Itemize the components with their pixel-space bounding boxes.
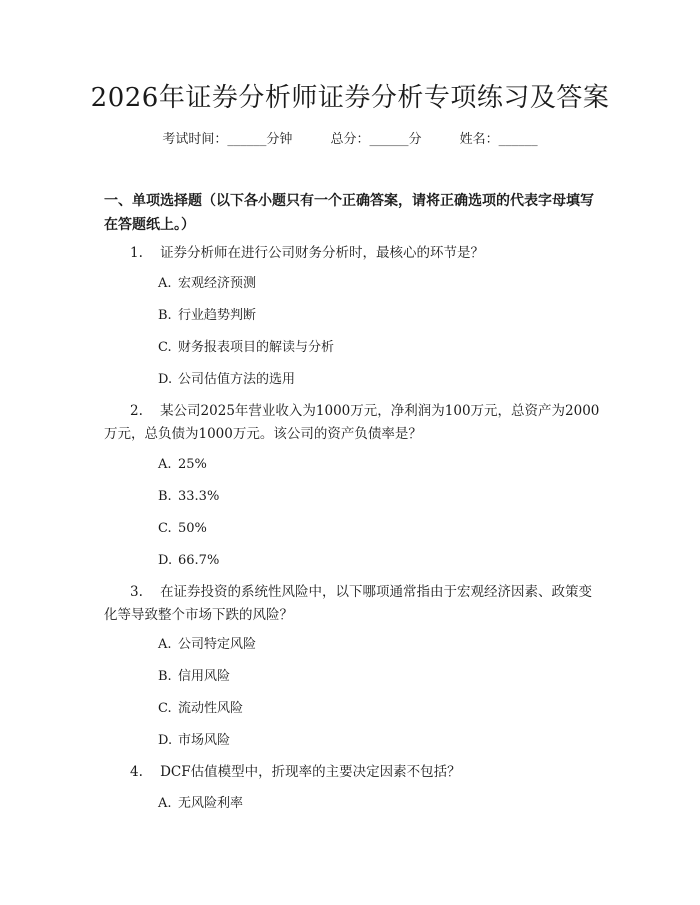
- option-1c: [158, 338, 334, 358]
- option-text: 信用风险: [178, 669, 231, 684]
- option-1a: [158, 274, 256, 294]
- question-1: [104, 242, 600, 265]
- section-heading: 一、单项选择题（以下各小题只有一个正确答案，请将正确选项的代表字母填写在答题纸上。）: [104, 193, 594, 233]
- question-text: 某公司2025年营业收入为1000万元，净利润为100万元，总资产为2000万元，总负债为1000万元。该公司的资产负债率是？: [104, 403, 600, 442]
- option-letter: D.: [158, 372, 173, 387]
- option-letter: A.: [158, 457, 172, 472]
- name-blank: ______: [498, 132, 538, 147]
- question-number: 4.: [130, 764, 143, 780]
- option-text: 行业趋势判断: [178, 308, 257, 323]
- option-2a: [158, 455, 207, 475]
- option-text: 市场风险: [178, 733, 231, 748]
- option-3a: [158, 635, 256, 655]
- option-letter: C.: [158, 340, 172, 355]
- option-text: 宏观经济预测: [178, 276, 257, 291]
- option-2d: [158, 551, 219, 571]
- option-letter: C.: [158, 521, 172, 536]
- option-letter: C.: [158, 701, 172, 716]
- name-label: 姓名：: [459, 132, 499, 147]
- option-4a: [158, 794, 243, 814]
- option-text: 50%: [178, 521, 207, 536]
- score-blank: ______: [369, 132, 409, 147]
- option-letter: B.: [158, 669, 172, 684]
- option-letter: A.: [158, 796, 172, 811]
- question-2: [104, 400, 600, 446]
- score-label: 总分：: [330, 132, 370, 147]
- question-3: [104, 581, 600, 627]
- option-text: 33.3%: [178, 489, 220, 504]
- option-text: 财务报表项目的解读与分析: [178, 340, 335, 355]
- option-letter: B.: [158, 308, 172, 323]
- time-unit: 分钟: [266, 132, 293, 147]
- option-3d: [158, 731, 230, 751]
- question-number: 1.: [130, 245, 143, 261]
- option-letter: D.: [158, 733, 173, 748]
- question-4: [104, 761, 600, 784]
- option-1d: [158, 370, 295, 390]
- option-text: 公司特定风险: [178, 637, 257, 652]
- question-number: 3.: [130, 584, 143, 600]
- document-title: 2026年证券分析师证券分析专项练习及答案: [90, 83, 610, 113]
- option-2c: [158, 519, 207, 539]
- option-text: 66.7%: [178, 553, 220, 568]
- time-blank: ______: [227, 132, 267, 147]
- option-text: 流动性风险: [178, 701, 244, 716]
- option-letter: A.: [158, 276, 172, 291]
- option-letter: B.: [158, 489, 172, 504]
- option-text: 无风险利率: [178, 796, 244, 811]
- question-text: 在证券投资的系统性风险中，以下哪项通常指由于宏观经济因素、政策变化等导致整个市场下跌的风险？: [104, 584, 593, 623]
- score-unit: 分: [408, 132, 422, 147]
- option-2b: [158, 487, 219, 507]
- time-label: 考试时间：: [162, 132, 228, 147]
- option-letter: D.: [158, 553, 173, 568]
- option-3b: [158, 667, 230, 687]
- question-text: 证券分析师在进行公司财务分析时，最核心的环节是？: [160, 245, 485, 261]
- exam-meta: [0, 130, 700, 150]
- option-3c: [158, 699, 243, 719]
- option-text: 公司估值方法的选用: [178, 372, 296, 387]
- question-number: 2.: [130, 403, 143, 419]
- option-text: 25%: [178, 457, 207, 472]
- question-text: DCF估值模型中，折现率的主要决定因素不包括？: [160, 764, 461, 780]
- option-letter: A.: [158, 637, 172, 652]
- option-1b: [158, 306, 256, 326]
